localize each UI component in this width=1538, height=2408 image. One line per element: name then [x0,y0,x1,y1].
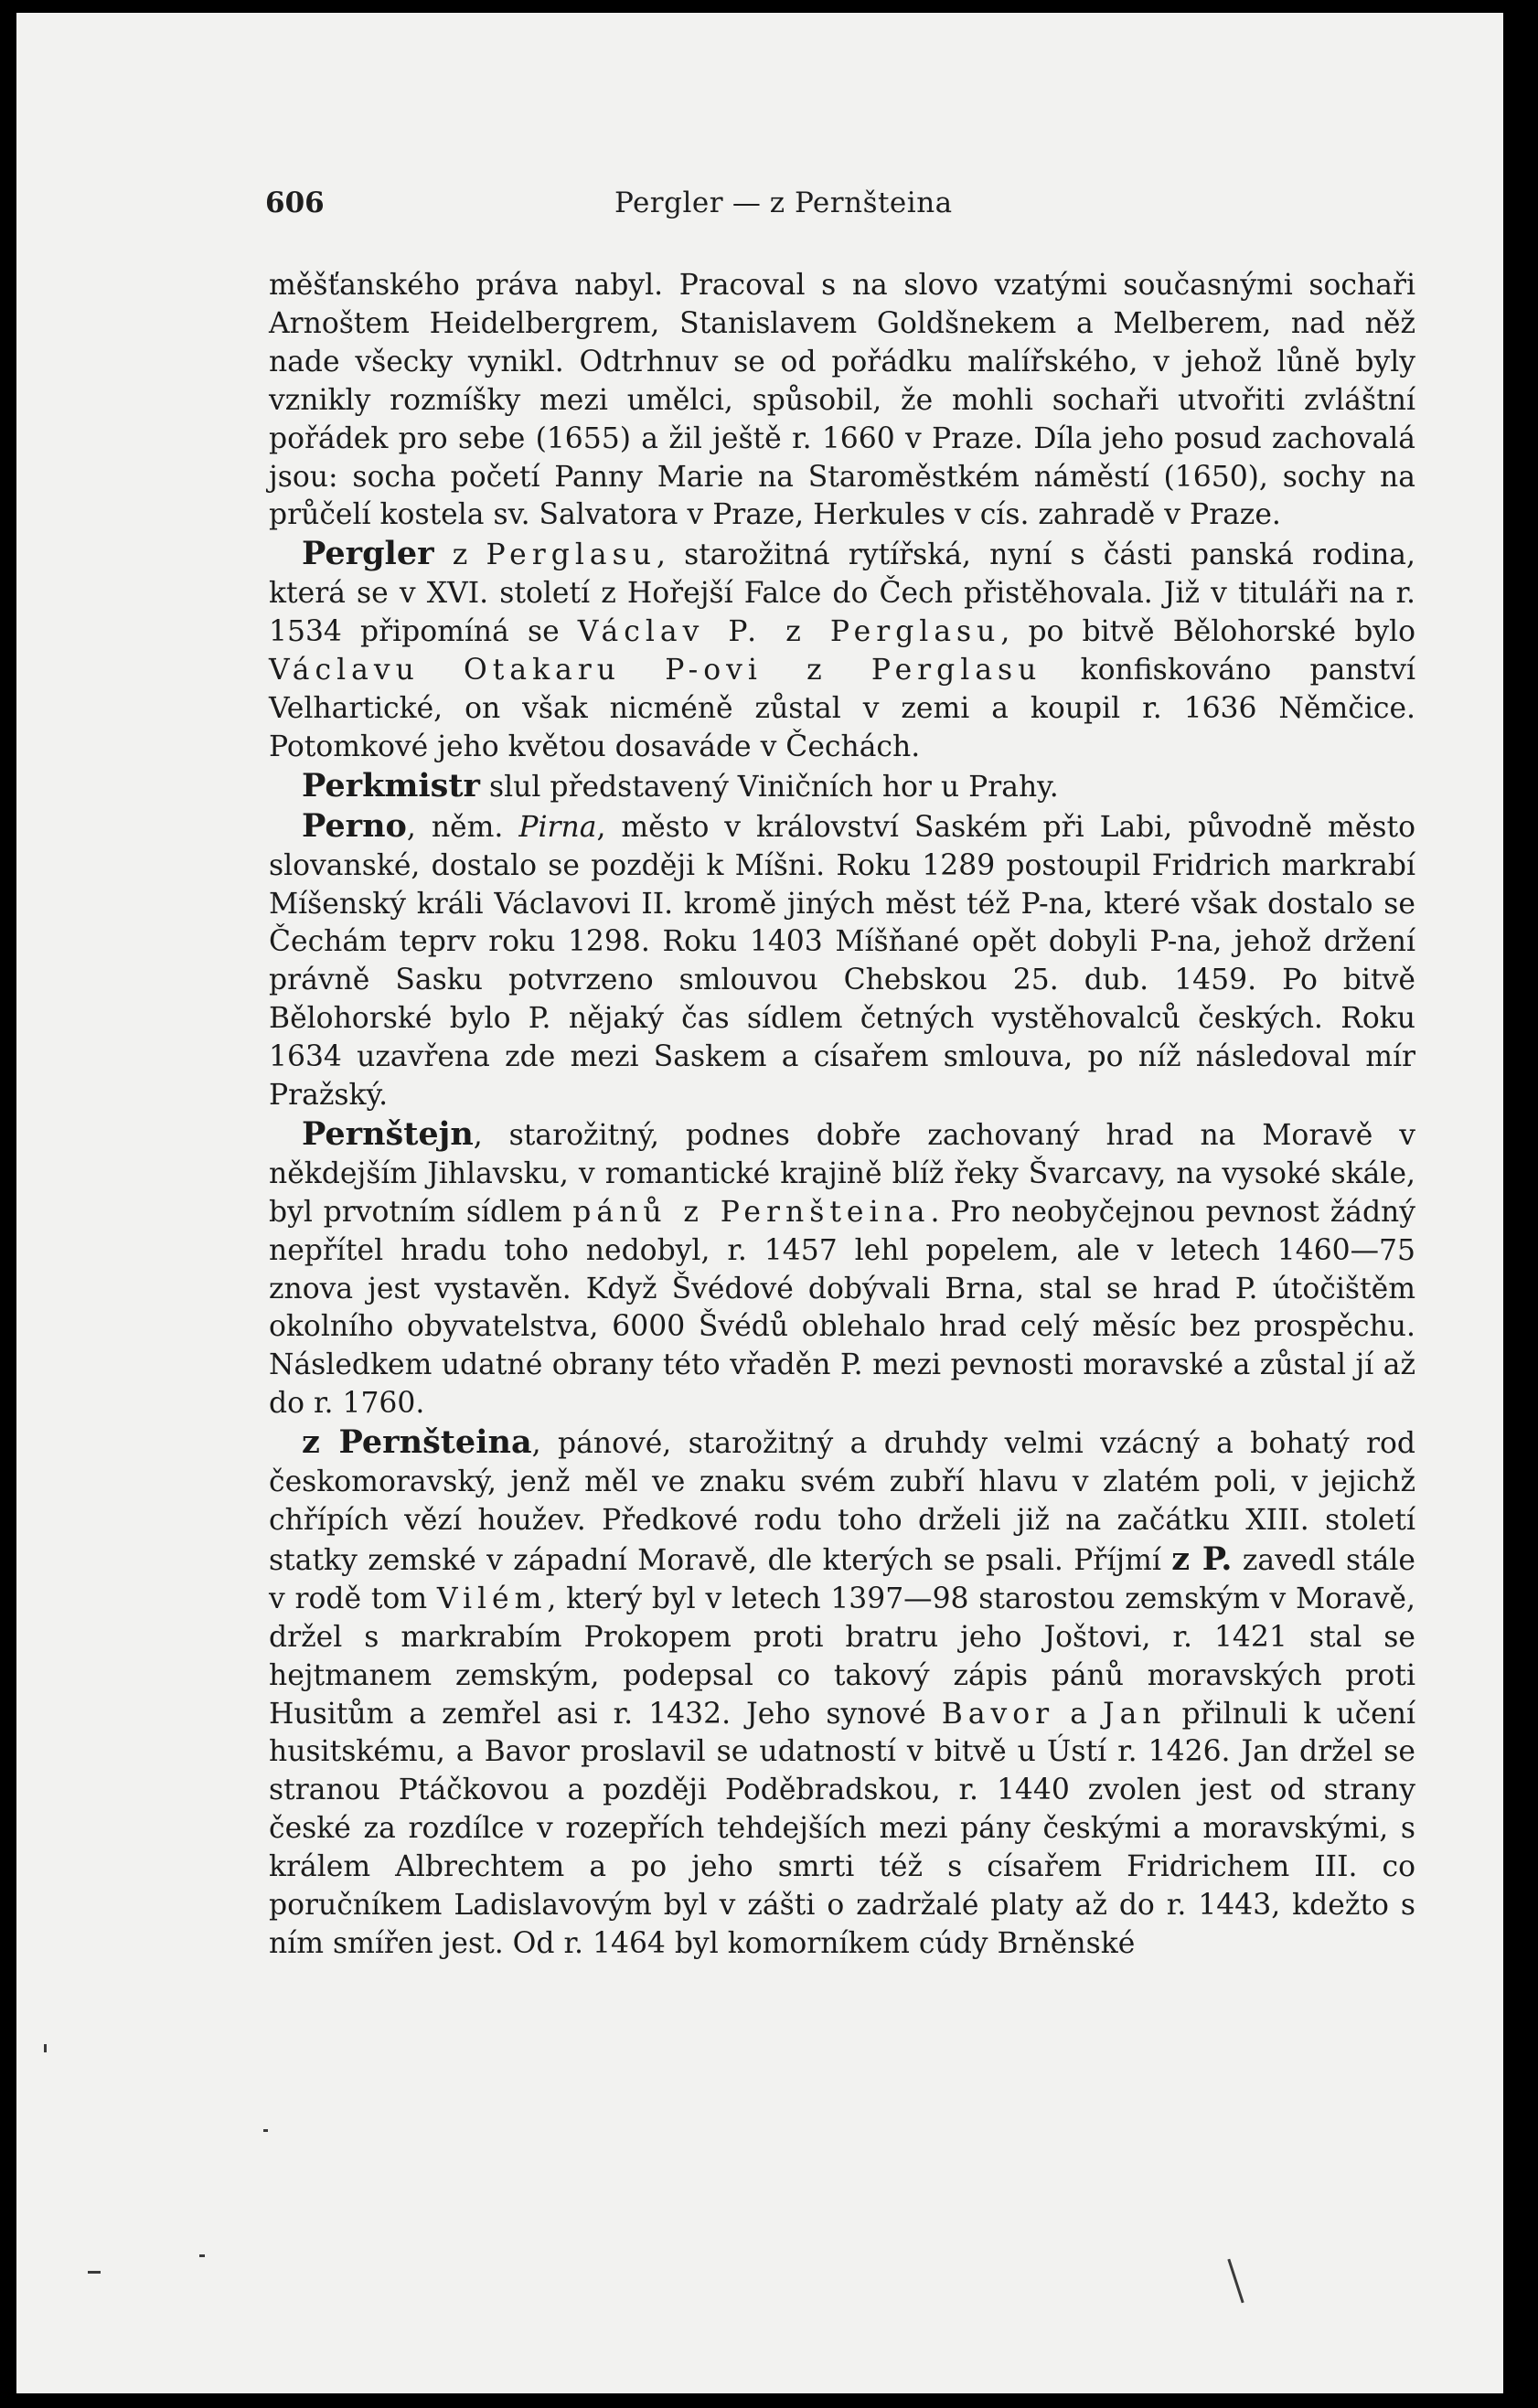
entry-text: , starožitná rytířská, nyní s části panská rodina, která se v XVI. století z Hořejší Falce do Čech přistěhovala. Již v tituláři na r. 1534 připomíná se [269,538,1415,649]
entry-text: slul představený Viničních hor u Prahy. [479,770,1059,804]
spaced-name: Perglasu [486,538,657,572]
entry-perno [269,807,1415,1115]
spaced-name: Bavor [941,1697,1055,1731]
running-title [614,186,953,219]
spaced-name: Vilém [436,1582,548,1615]
running-title-left: Pergler [614,186,724,219]
entry-perkmistr [269,767,1415,807]
scan-speck [88,2271,101,2274]
headword-perkmistr: Perkmistr [302,766,480,804]
text-body [269,267,1415,1964]
headword-perno: Perno [302,806,407,845]
running-head [265,186,993,219]
spaced-name: pánů z Pernšteina [572,1195,931,1229]
entry-text: , město v království Saském při Labi, původně město slovanské, dostalo se později k Míšni. Roku 1289 postoupil Fridrich markrabí Míšenský králi Václavovi II. kromě jiných měst též P-na, které však dostalo se Čechám teprv roku 1298. Roku 1403 Míšňané opět dobyli P-na, jehož držení právně Sasku potvrzeno smlouvou Chebskou 25. dub. 1459. Po bitvě Bělohorské bylo P. nějaký čas sídlem četných vystěhovalců českých. Roku 1634 uzavřena zde mezi Saskem a císařem smlouva, po níž následoval mír Pražský. [269,810,1415,1113]
scan-speck [199,2254,205,2257]
headword-pernstejn: Pernštejn [302,1114,474,1153]
scan-speck [263,2129,268,2132]
entry-text: a [1054,1697,1103,1731]
abbrev-zp: z P. [1171,1540,1233,1578]
german-name: Pirna [518,810,597,844]
headword-z-pernsteina: Pernšteina [338,1423,532,1462]
spaced-name: Jan [1102,1697,1167,1731]
spaced-name: Václavu Otakaru P-ovi z Perglasu [269,654,1042,687]
entry-text: . Pro neobyčejnou pevnost žádný nepřítel hradu toho nedobyl, r. 1457 lehl popelem, ale v letech 1460—75 znova jest vystavěn. Když Švédové dobývali Brna, stal se hrad P. útočištěm okolního obyvatelstva, 6000 Švédů oblehalo hrad celý měsíc bez prospěchu. Následkem udatné obrany této vřaděn P. mezi pevnosti moravské a zůstal jí až do r. 1760. [269,1195,1416,1421]
entry-text: přilnuli k učení husitskému, a Bavor proslavil se udatností v bitvě u Ústí r. 1426. Jan držel se stranou Ptáčkovou a později Poděbradskou, r. 1440 zvolen jest od strany české za rozdílce v rozepřích tehdejších mezi pány českými a moravskými, s králem Albrechtem a po jeho smrti též s císařem Fridrichem III. co poručníkem Ladislavovým byl v zášti o zadržalé platy až do r. 1443, kdežto s ním smířen jest. Od r. 1464 byl komorníkem cúdy Brněnské [269,1697,1415,1960]
entry-text: konfiskováno panství Velhartické, on však nicméně zůstal v zemi a koupil r. 1636 Němčice. Potomkové jeho květou dosaváde v Čechách. [269,654,1415,763]
scan-speck [44,2044,47,2052]
entry-text: , po bitvě Bělohorské bylo [1000,615,1415,649]
entry-text: zavedl stále v rodě tom [269,1543,1415,1615]
headword-prefix: z [302,1423,339,1462]
running-title-right: z Pernšteina [769,186,953,219]
spaced-name: Václav P. z Perglasu [577,615,1001,649]
running-title-dash: — [723,186,770,219]
entry-pernstejn [269,1115,1415,1423]
entry-text: , pánové, starožitný a druhdy velmi vzácný a bohatý rod českomoravský, jenž měl ve znaku svém zubří hlavu v zlatém poli, v jejichž chřípích vězí houžev. Předkové rodu toho drželi již na začátku XIII. století statky zemské v západní Moravě, dle kterých se psali. Příjmí [269,1427,1415,1577]
continued-paragraph: měšťanského práva nabyl. Pracoval s na slovo vzatými současnými sochaři Arnoštem Heidelbergrem, Stanislavem Goldšnekem a Melberem, nad něž nade všecky vynikl. Odtrhnuv se od pořádku malířského, v jehož lůně byly vznikly rozmíšky mezi umělci, spůsobil, že mohli sochaři utvořiti zvláštní pořádek pro sebe (1655) a žil ještě r. 1660 v Praze. Díla jeho posud zachovalá jsou: socha početí Panny Marie na Staroměstkém náměstí (1650), sochy na průčelí kostela sv. Salvatora v Praze, Herkules v cís. zahradě v Praze. [269,269,1415,532]
headword-pergler: Pergler [302,535,434,573]
entry-z-pernsteina [269,1423,1415,1964]
entry-text: , který byl v letech 1397—98 starostou zemským v Moravě, držel s markrabím Prokopem proti bratru jeho Joštovi, r. 1421 stal se hejtmanem zemským, podepsal co takový zápis pánů moravských proti Husitům a zemřel asi r. 1432. Jeho synové [269,1582,1415,1731]
page-number: 606 [265,186,325,219]
entry-pergler [269,535,1415,766]
entry-text: , něm. [406,810,519,844]
entry-text: z [433,538,486,572]
entry-text: , starožitný, podnes dobře zachovaný hrad na Moravě v někdejším Jihlavsku, v romantické krajině blíž řeky Švarcavy, na vysoké skále, byl prvotním sídlem [269,1118,1415,1229]
